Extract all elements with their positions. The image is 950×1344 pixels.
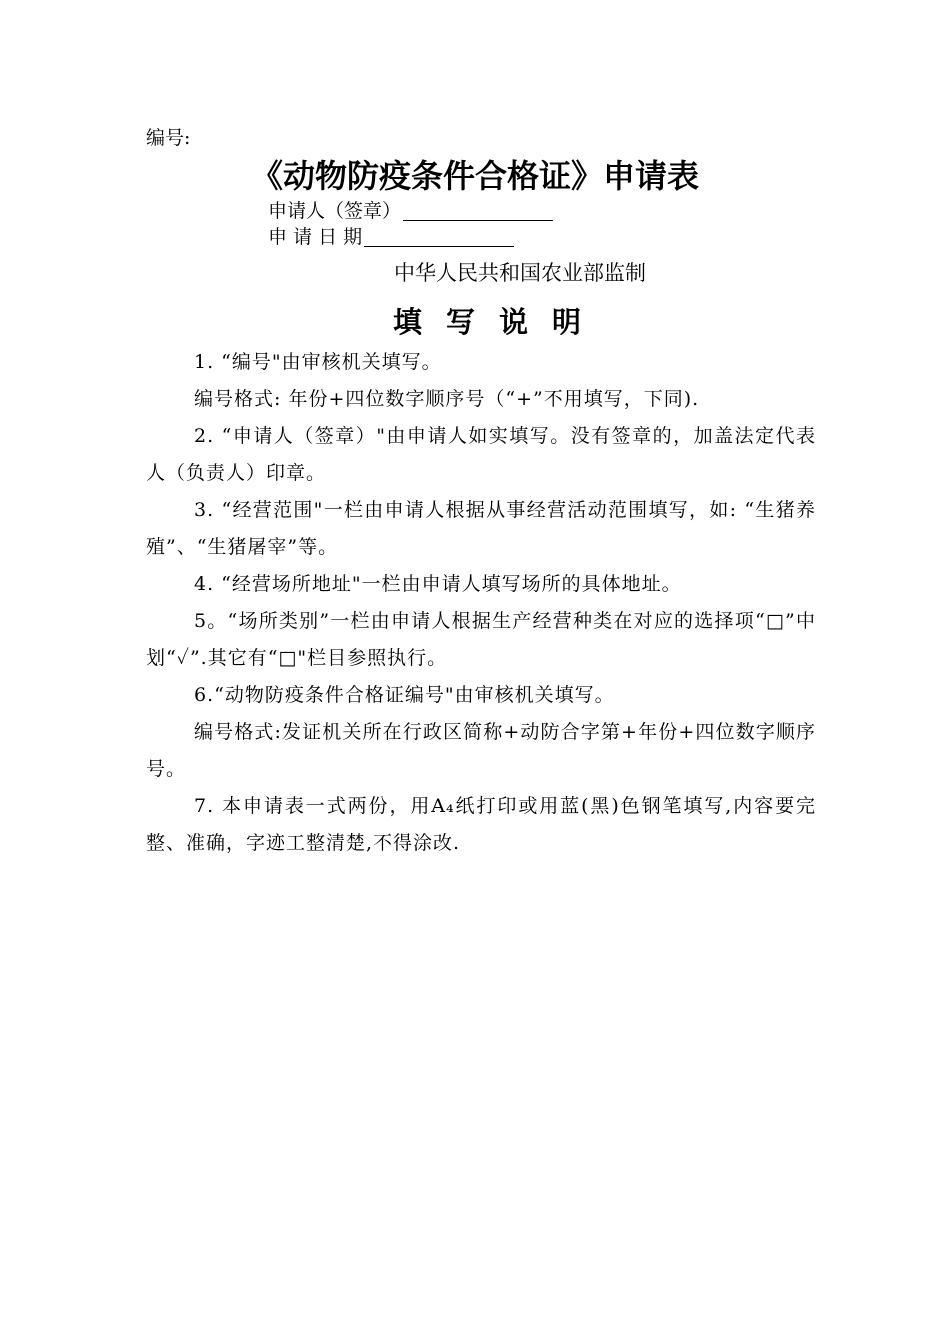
instructions-heading: 填写说明 — [392, 305, 605, 339]
applicant-signature-row — [268, 198, 553, 224]
instruction-paragraph: 7. 本申请表一式两份，用A₄纸打印或用蓝(黑)色钢笔填写,内容要完整、准确，字迹工整清楚,不得涂改. — [146, 795, 816, 854]
instruction-paragraph: 2. “申请人（签章）"由申请人如实填写。没有签章的，加盖法定代表人（负责人）印章。 — [146, 425, 816, 484]
instruction-paragraph: 4. “经营场所地址"一栏由申请人填写场所的具体地址。 — [194, 573, 682, 595]
application-date-row — [268, 224, 514, 250]
instruction-paragraph: 3. “经营范围"一栏由申请人根据从事经营活动范围填写，如: “生猪养殖”、“生猪屠宰”等。 — [146, 499, 816, 558]
instruction-paragraph: 1. “编号"由审核机关填写。 — [194, 351, 442, 373]
application-date-label: 申 请 日 期 — [268, 226, 363, 248]
applicant-signature-line — [403, 200, 553, 221]
document-title: 《动物防疫条件合格证》申请表 — [250, 157, 699, 195]
supervising-authority: 中华人民共和国农业部监制 — [394, 261, 646, 285]
instruction-paragraph: 编号格式: 年份+四位数字顺序号（“+”不用填写，下同). — [194, 388, 700, 410]
instruction-paragraph: 6.“动物防疫条件合格证编号"由审核机关填写。 — [194, 684, 615, 706]
instruction-paragraph: 编号格式:发证机关所在行政区简称+动防合字第+年份+四位数字顺序号。 — [146, 721, 816, 780]
instruction-paragraph: 5。“场所类别”一栏由申请人根据生产经营种类在对应的选择项“□”中划“✓”.其它有“□"栏目参照执行。 — [146, 610, 816, 669]
document-number-label: 编号: — [146, 127, 191, 149]
instructions-body — [146, 344, 816, 862]
application-date-line — [364, 226, 514, 247]
applicant-signature-label: 申请人（签章） — [268, 200, 402, 222]
